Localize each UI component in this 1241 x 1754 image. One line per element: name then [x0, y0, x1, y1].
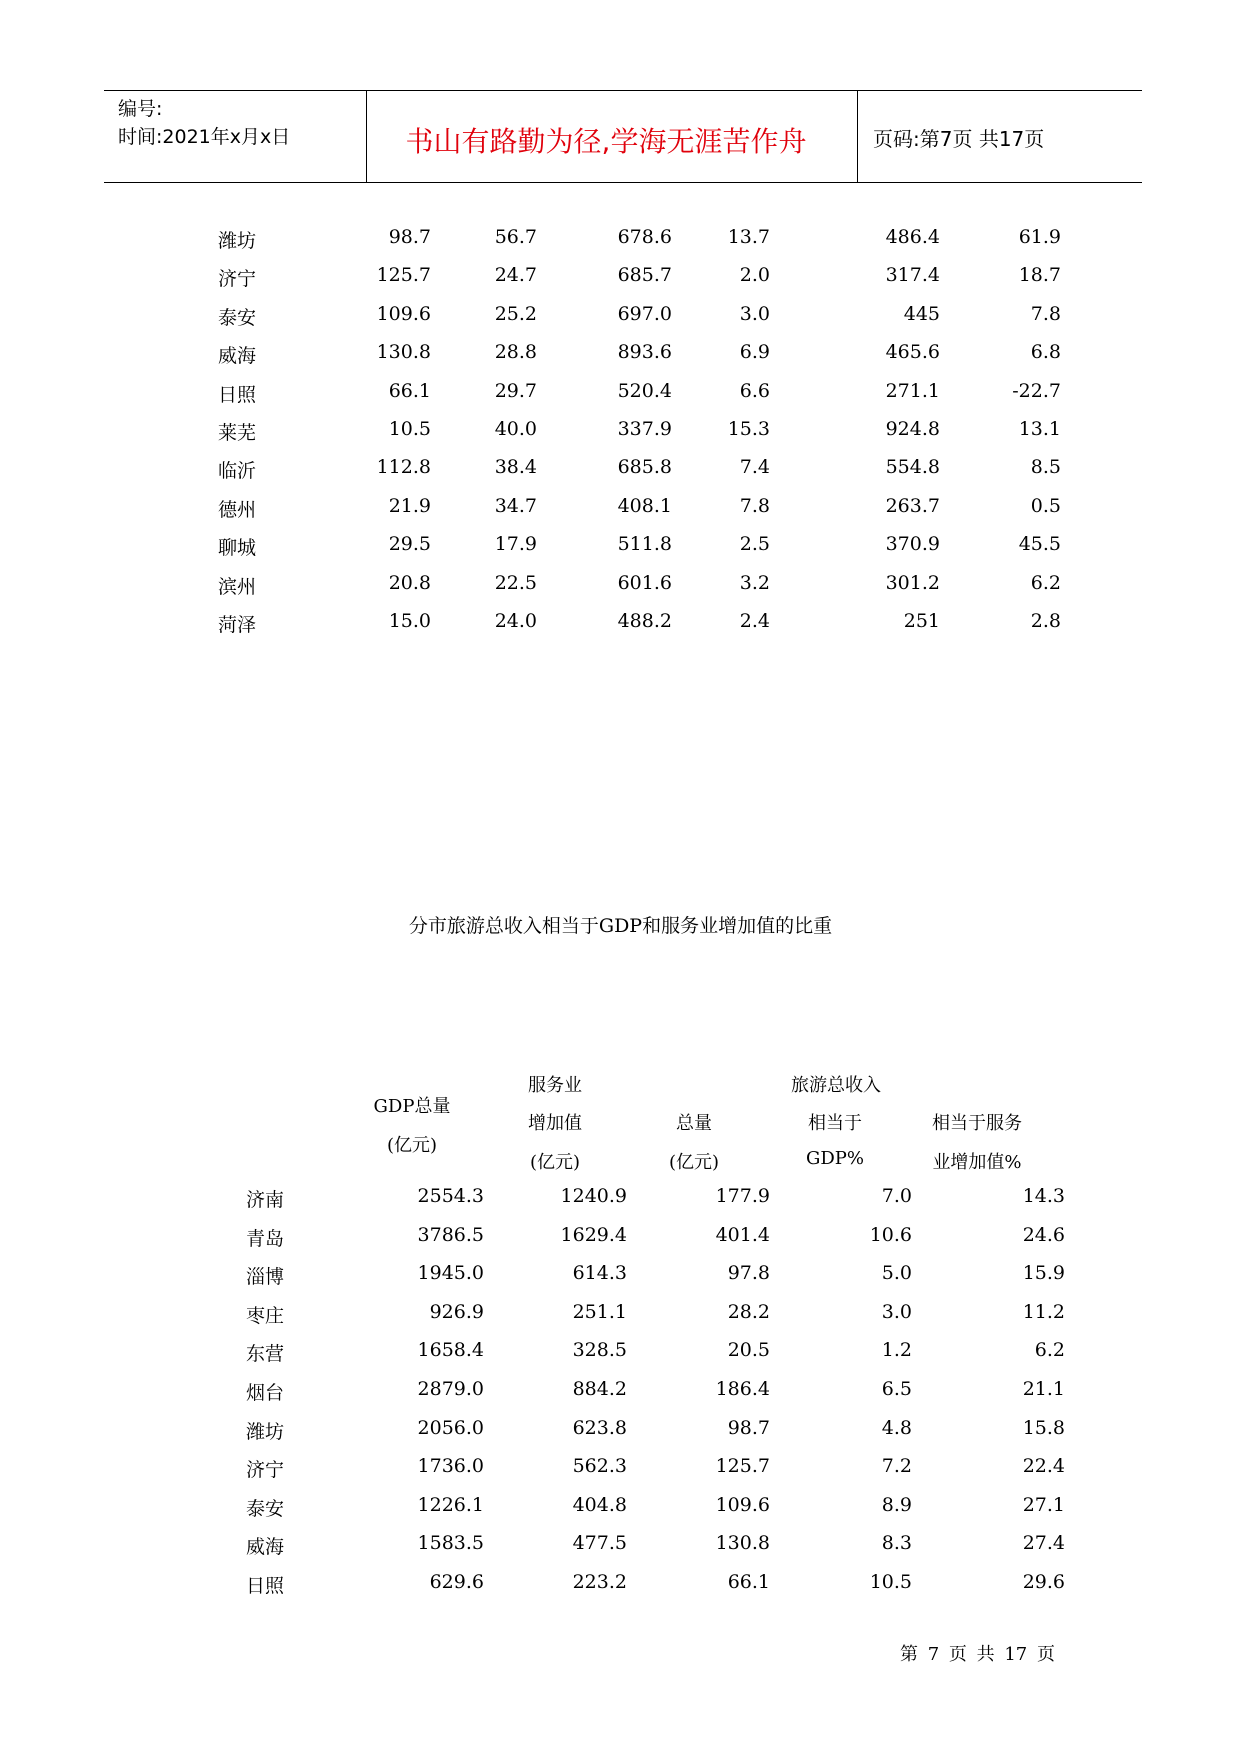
table-cell: 34.7 [494, 494, 537, 517]
table-cell: 6.2 [1034, 1339, 1065, 1362]
table-cell: 13.7 [727, 226, 770, 248]
table-cell: 1240.9 [560, 1185, 627, 1207]
table-cell: 66.1 [727, 1570, 770, 1593]
table-cell: 884.2 [572, 1377, 627, 1400]
table-cell: 1658.4 [417, 1339, 484, 1362]
table-cell: 465.6 [885, 341, 940, 364]
table-cell: 488.2 [617, 609, 672, 632]
table-cell: 28.8 [494, 341, 537, 364]
table-cell: 177.9 [715, 1185, 770, 1207]
table-cell: 21.1 [1022, 1377, 1065, 1400]
table-cell: 98.7 [388, 226, 431, 248]
table-cell: 685.8 [617, 456, 672, 479]
row-city-name: 聊城 [218, 537, 257, 560]
header-pct-service-2: 业增加值% [932, 1152, 1022, 1173]
table-cell: 337.9 [617, 417, 672, 440]
table-cell: 40.0 [494, 417, 537, 440]
table-cell: 112.8 [376, 456, 431, 479]
header-gdp-total: GDP总量 [373, 1096, 451, 1117]
row-city-name: 青岛 [246, 1227, 285, 1250]
header-pct-gdp-2: GDP% [805, 1148, 865, 1169]
header-page-info: 页码:第7页 共17页 [873, 127, 1045, 151]
table-cell: 7.4 [739, 456, 770, 479]
table-cell: 301.2 [885, 571, 940, 594]
table-cell: 130.8 [715, 1532, 770, 1555]
table-cell: 29.5 [388, 533, 431, 556]
table-cell: 98.7 [727, 1416, 770, 1439]
row-city-name: 莱芜 [218, 421, 257, 444]
table-cell: 27.4 [1022, 1532, 1065, 1555]
table-cell: 21.9 [388, 494, 431, 517]
row-city-name: 日照 [218, 383, 257, 406]
table-cell: 1736.0 [417, 1455, 484, 1478]
table-cell: 28.2 [727, 1300, 770, 1323]
table-cell: 678.6 [617, 226, 672, 248]
table-cell: 20.5 [727, 1339, 770, 1362]
table-cell: 271.1 [885, 379, 940, 402]
table-cell: 3.2 [739, 571, 770, 594]
table-cell: 2879.0 [417, 1377, 484, 1400]
table-cell: 24.6 [1022, 1223, 1065, 1246]
row-city-name: 东营 [246, 1343, 285, 1366]
table-cell: 401.4 [715, 1223, 770, 1246]
table-cell: 1945.0 [417, 1262, 484, 1285]
table-cell: 11.2 [1022, 1300, 1065, 1323]
header-pct-service-1: 相当于服务 [932, 1113, 1022, 1134]
table-cell: 2.8 [1030, 609, 1061, 632]
table-cell: 2.5 [739, 533, 770, 556]
row-city-name: 济南 [246, 1189, 285, 1211]
table-cell: 7.8 [739, 494, 770, 517]
table-cell: 15.3 [727, 417, 770, 440]
table-cell: 20.8 [388, 571, 431, 594]
table-cell: 45.5 [1018, 533, 1061, 556]
table-cell: 328.5 [572, 1339, 627, 1362]
table-cell: 223.2 [572, 1570, 627, 1593]
table-cell: 109.6 [715, 1493, 770, 1516]
table-cell: 520.4 [617, 379, 672, 402]
header-service-2: 增加值 [528, 1113, 582, 1134]
table-cell: 2.4 [739, 609, 770, 632]
header-service-unit: (亿元) [529, 1152, 581, 1173]
table-cell: 6.9 [739, 341, 770, 364]
table-cell: 623.8 [572, 1416, 627, 1439]
table-cell: 1629.4 [560, 1223, 627, 1246]
table-cell: 8.9 [881, 1493, 912, 1516]
table-cell: 4.8 [881, 1416, 912, 1439]
table-cell: 263.7 [885, 494, 940, 517]
row-city-name: 日照 [246, 1574, 285, 1597]
header-tourism-total-unit: (亿元) [668, 1152, 720, 1173]
table-cell: 408.1 [617, 494, 672, 517]
table-cell: 3.0 [739, 302, 770, 325]
table-cell: 554.8 [885, 456, 940, 479]
table-cell: 5.0 [881, 1262, 912, 1285]
table-cell: 697.0 [617, 302, 672, 325]
row-city-name: 烟台 [246, 1381, 285, 1404]
table-cell: 22.5 [494, 571, 537, 594]
table-cell: 15.9 [1022, 1262, 1065, 1285]
table-cell: 13.1 [1018, 417, 1061, 440]
table-cell: 186.4 [715, 1377, 770, 1400]
page-footer: 第 7 页 共 17 页 [900, 1644, 1055, 1665]
table-cell: 6.2 [1030, 571, 1061, 594]
table-cell: 97.8 [727, 1262, 770, 1285]
table-cell: 629.6 [429, 1570, 484, 1593]
table-cell: 6.5 [881, 1377, 912, 1400]
table-cell: 130.8 [376, 341, 431, 364]
table-cell: 125.7 [715, 1455, 770, 1478]
table-cell: 61.9 [1018, 226, 1061, 248]
row-city-name: 滨州 [218, 575, 257, 598]
table-cell: 7.8 [1030, 302, 1061, 325]
header-tourism-group: 旅游总收入 [791, 1075, 881, 1096]
header-tourism-total: 总量 [676, 1113, 712, 1134]
table-cell: 2554.3 [417, 1185, 484, 1207]
table-cell: -22.7 [1012, 379, 1061, 402]
header-motto: 书山有路勤为径,学海无涯苦作舟 [405, 125, 807, 158]
table-cell: 24.7 [494, 264, 537, 287]
row-city-name: 济宁 [218, 268, 257, 291]
row-city-name: 威海 [246, 1536, 285, 1559]
table-cell: 8.3 [881, 1532, 912, 1555]
row-city-name: 济宁 [246, 1459, 285, 1482]
table-cell: 25.2 [494, 302, 537, 325]
table-cell: 38.4 [494, 456, 537, 479]
table-cell: 3786.5 [417, 1223, 484, 1246]
table-cell: 17.9 [494, 533, 537, 556]
row-city-name: 德州 [218, 498, 257, 521]
table-cell: 22.4 [1022, 1455, 1065, 1478]
row-city-name: 威海 [218, 345, 257, 368]
table-cell: 10.6 [869, 1223, 912, 1246]
table-cell: 29.6 [1022, 1570, 1065, 1593]
table-cell: 125.7 [376, 264, 431, 287]
table-cell: 66.1 [388, 379, 431, 402]
table-cell: 370.9 [885, 533, 940, 556]
table-cell: 445 [903, 302, 940, 325]
row-city-name: 潍坊 [218, 230, 257, 252]
table-cell: 486.4 [885, 226, 940, 248]
table-cell: 404.8 [572, 1493, 627, 1516]
table-cell: 8.5 [1030, 456, 1061, 479]
table-cell: 1.2 [881, 1339, 912, 1362]
row-city-name: 泰安 [246, 1497, 285, 1520]
table-cell: 27.1 [1022, 1493, 1065, 1516]
table-cell: 924.8 [885, 417, 940, 440]
table-cell: 251 [903, 609, 940, 632]
header-pct-gdp-1: 相当于 [808, 1113, 862, 1134]
table-cell: 6.6 [739, 379, 770, 402]
header-top-rule [104, 90, 1142, 91]
table-cell: 10.5 [869, 1570, 912, 1593]
table-cell: 24.0 [494, 609, 537, 632]
table-cell: 109.6 [376, 302, 431, 325]
table-cell: 29.7 [494, 379, 537, 402]
table-cell: 562.3 [572, 1455, 627, 1478]
table-cell: 18.7 [1018, 264, 1061, 287]
header-divider-left [366, 90, 367, 183]
table-cell: 685.7 [617, 264, 672, 287]
table-cell: 2.0 [739, 264, 770, 287]
table-cell: 6.8 [1030, 341, 1061, 364]
table-cell: 1226.1 [417, 1493, 484, 1516]
table-cell: 601.6 [617, 571, 672, 594]
table-cell: 15.0 [388, 609, 431, 632]
row-city-name: 临沂 [218, 460, 257, 483]
table-cell: 1583.5 [417, 1532, 484, 1555]
row-city-name: 泰安 [218, 306, 257, 329]
table-cell: 3.0 [881, 1300, 912, 1323]
table-cell: 0.5 [1030, 494, 1061, 517]
table-title: 分市旅游总收入相当于GDP和服务业增加值的比重 [408, 915, 833, 937]
header-divider-right [857, 90, 858, 183]
table-cell: 10.5 [388, 417, 431, 440]
table-cell: 926.9 [429, 1300, 484, 1323]
document-number-label: 编号: [118, 98, 163, 120]
header-bottom-rule [104, 182, 1142, 183]
header-service-1: 服务业 [528, 1075, 582, 1096]
row-city-name: 枣庄 [246, 1304, 285, 1327]
table-cell: 893.6 [617, 341, 672, 364]
document-date-label: 时间:2021年x月x日 [118, 126, 291, 148]
row-city-name: 菏泽 [218, 613, 257, 636]
table-cell: 15.8 [1022, 1416, 1065, 1439]
table-cell: 251.1 [572, 1300, 627, 1323]
table-cell: 7.2 [881, 1455, 912, 1478]
table-cell: 56.7 [494, 226, 537, 248]
table-cell: 2056.0 [417, 1416, 484, 1439]
table-cell: 7.0 [881, 1185, 912, 1207]
table-cell: 317.4 [885, 264, 940, 287]
table-cell: 614.3 [572, 1262, 627, 1285]
table-cell: 14.3 [1022, 1185, 1065, 1207]
table-cell: 477.5 [572, 1532, 627, 1555]
header-gdp-unit: (亿元) [386, 1135, 438, 1156]
row-city-name: 淄博 [246, 1266, 285, 1289]
table-cell: 511.8 [617, 533, 672, 556]
row-city-name: 潍坊 [246, 1420, 285, 1443]
